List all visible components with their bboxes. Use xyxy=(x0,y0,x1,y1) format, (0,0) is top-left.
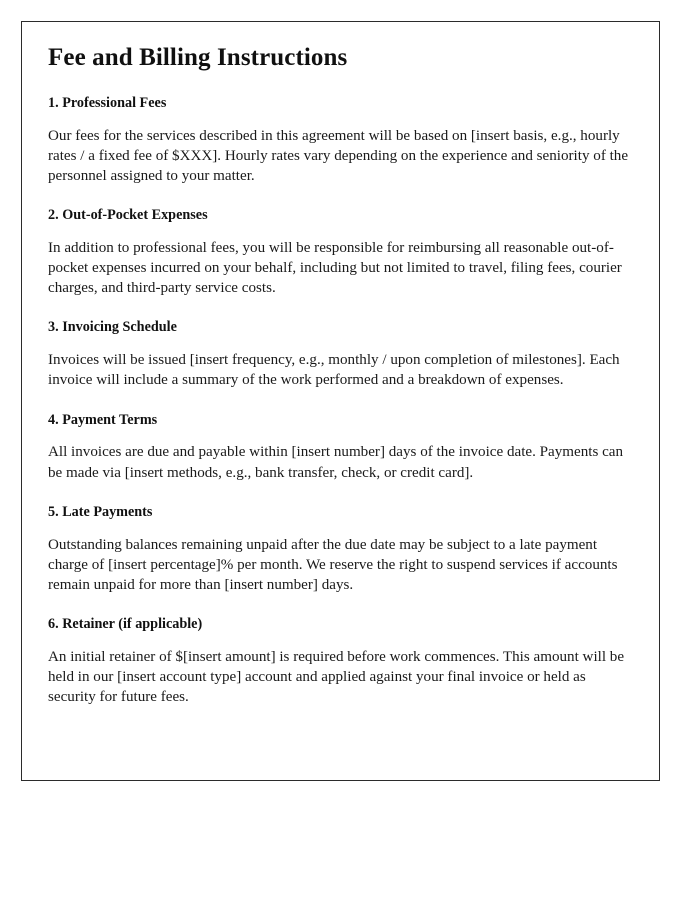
section-heading: 3. Invoicing Schedule xyxy=(48,319,177,336)
document-content xyxy=(22,22,659,708)
document-page xyxy=(21,21,660,781)
section-out-of-pocket-expenses xyxy=(48,207,634,298)
section-late-payments xyxy=(48,504,634,595)
section-heading: 2. Out-of-Pocket Expenses xyxy=(48,207,208,224)
section-paragraph: Our fees for the services described in this agreement will be based on [insert basis, e.g., hourly rates / a fixed fee of $XXX]. Hourly rates vary depending on the experience and seniority of the personnel assigned to your matter. xyxy=(48,127,629,184)
section-paragraph: All invoices are due and payable within [insert number] days of the invoice date. Payments can be made via [insert methods, e.g., bank transfer, check, or credit card]. xyxy=(48,444,624,481)
section-heading: 6. Retainer (if applicable) xyxy=(48,616,203,633)
section-paragraph: Outstanding balances remaining unpaid after the due date may be subject to a late payment charge of [insert percentage]% per month. We reserve the right to suspend services if accounts remain unpaid for more than [insert number] days. xyxy=(48,536,618,593)
section-heading: 1. Professional Fees xyxy=(48,94,167,111)
section-retainer xyxy=(48,616,634,707)
section-heading: 5. Late Payments xyxy=(48,503,153,520)
page-title: Fee and Billing Instructions xyxy=(48,44,348,71)
section-professional-fees xyxy=(48,95,634,186)
section-heading: 4. Payment Terms xyxy=(48,411,158,428)
section-invoicing-schedule xyxy=(48,319,634,390)
section-paragraph: In addition to professional fees, you will be responsible for reimbursing all reasonable out-of-pocket expenses incurred on your behalf, including but not limited to travel, filing fees, courier charges, and third-party service costs. xyxy=(48,239,622,297)
section-paragraph: An initial retainer of $[insert amount] is required before work commences. This amount will be held in our [insert account type] account and applied against your final invoice or held as security for future fees. xyxy=(48,648,625,706)
section-paragraph: Invoices will be issued [insert frequency, e.g., monthly / upon completion of milestones]. Each invoice will include a summary of the work performed and a breakdown of expenses. xyxy=(48,352,620,389)
section-payment-terms xyxy=(48,412,634,483)
